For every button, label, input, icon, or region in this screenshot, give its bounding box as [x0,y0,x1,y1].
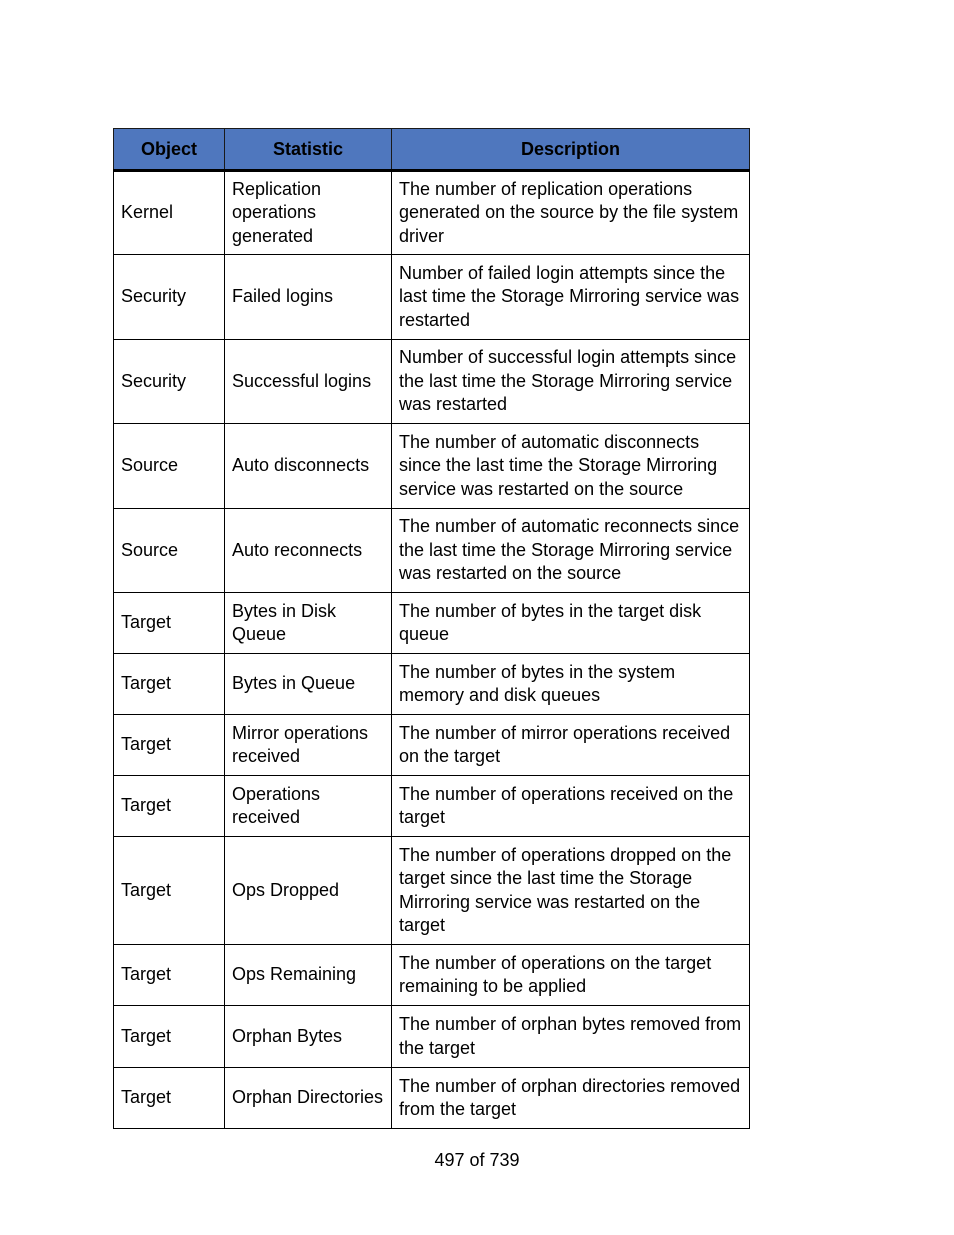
cell-description: The number of automatic reconnects since the last time the Storage Mirroring service was restarted on the source [392,509,750,593]
cell-statistic: Ops Remaining [225,945,392,1006]
cell-object: Source [114,509,225,593]
table-row [114,715,750,776]
cell-description: The number of automatic disconnects since the last time the Storage Mirroring service was restarted on the source [392,424,750,509]
table-row [114,1068,750,1129]
cell-object: Security [114,255,225,340]
header-row [114,129,750,171]
cell-description: The number of mirror operations received on the target [392,715,750,776]
table-row [114,424,750,509]
cell-statistic: Bytes in Disk Queue [225,593,392,654]
cell-description: The number of bytes in the system memory and disk queues [392,654,750,715]
cell-description: The number of replication operations generated on the source by the file system driver [392,171,750,255]
table-row [114,837,750,945]
page-number: 497 of 739 [434,1150,520,1170]
cell-object: Source [114,424,225,509]
cell-statistic: Mirror operations received [225,715,392,776]
cell-object: Security [114,340,225,424]
cell-object: Target [114,593,225,654]
cell-statistic: Bytes in Queue [225,654,392,715]
table-header [114,129,750,171]
statistics-table [113,128,750,1129]
header-object: Object [114,129,225,171]
cell-description: The number of operations received on the target [392,776,750,837]
table-row [114,593,750,654]
table-row [114,654,750,715]
cell-object: Target [114,1006,225,1068]
header-statistic: Statistic [225,129,392,171]
cell-object: Kernel [114,171,225,255]
cell-statistic: Auto disconnects [225,424,392,509]
header-description: Description [392,129,750,171]
cell-description: The number of orphan directories removed from the target [392,1068,750,1129]
cell-object: Target [114,945,225,1006]
cell-object: Target [114,715,225,776]
table-row [114,1006,750,1068]
table-row [114,171,750,255]
cell-description: The number of operations dropped on the target since the last time the Storage Mirroring service was restarted on the target [392,837,750,945]
cell-statistic: Failed logins [225,255,392,340]
cell-description: The number of operations on the target remaining to be applied [392,945,750,1006]
table-row [114,255,750,340]
cell-object: Target [114,1068,225,1129]
cell-statistic: Ops Dropped [225,837,392,945]
cell-statistic: Successful logins [225,340,392,424]
cell-statistic: Auto reconnects [225,509,392,593]
cell-statistic: Orphan Directories [225,1068,392,1129]
table-body [114,171,750,1129]
cell-object: Target [114,654,225,715]
cell-statistic: Orphan Bytes [225,1006,392,1068]
cell-description: The number of bytes in the target disk queue [392,593,750,654]
cell-statistic: Operations received [225,776,392,837]
cell-object: Target [114,837,225,945]
table-row [114,509,750,593]
cell-description: Number of failed login attempts since the last time the Storage Mirroring service was restarted [392,255,750,340]
table-row [114,776,750,837]
cell-description: The number of orphan bytes removed from the target [392,1006,750,1068]
cell-description: Number of successful login attempts since the last time the Storage Mirroring service was restarted [392,340,750,424]
cell-statistic: Replication operations generated [225,171,392,255]
table-row [114,340,750,424]
table-row [114,945,750,1006]
cell-object: Target [114,776,225,837]
